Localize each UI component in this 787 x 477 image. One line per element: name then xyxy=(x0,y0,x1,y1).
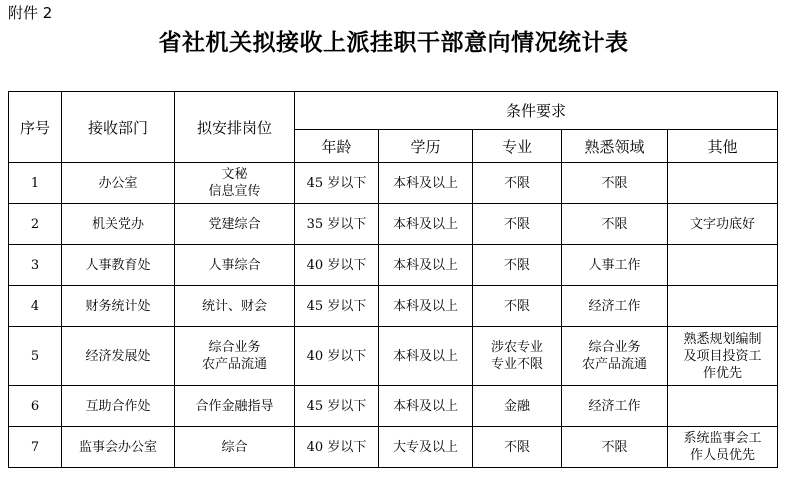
cell-major: 不限 xyxy=(473,245,562,286)
table-row xyxy=(9,163,778,204)
cell-post: 综合 xyxy=(175,427,295,468)
attachment-label: 附件 2 xyxy=(8,4,53,22)
cell-post: 综合业务 农产品流通 xyxy=(175,327,295,386)
table-row xyxy=(9,204,778,245)
cell-seq: 2 xyxy=(9,204,62,245)
header-education: 学历 xyxy=(379,130,473,163)
cell-major: 涉农专业 专业不限 xyxy=(473,327,562,386)
cell-education: 本科及以上 xyxy=(379,386,473,427)
table-row xyxy=(9,327,778,386)
cell-field: 经济工作 xyxy=(562,386,668,427)
cell-seq: 5 xyxy=(9,327,62,386)
cell-dept: 互助合作处 xyxy=(62,386,175,427)
cell-dept: 财务统计处 xyxy=(62,286,175,327)
cell-seq: 1 xyxy=(9,163,62,204)
cell-education: 本科及以上 xyxy=(379,245,473,286)
cell-dept: 机关党办 xyxy=(62,204,175,245)
cell-dept: 经济发展处 xyxy=(62,327,175,386)
cell-age: 40 岁以下 xyxy=(295,245,379,286)
header-post: 拟安排岗位 xyxy=(175,92,295,163)
header-field: 熟悉领域 xyxy=(562,130,668,163)
cell-field: 经济工作 xyxy=(562,286,668,327)
cell-major: 不限 xyxy=(473,163,562,204)
cell-seq: 7 xyxy=(9,427,62,468)
cell-other: 熟悉规划编制 及项目投资工 作优先 xyxy=(668,327,778,386)
cell-seq: 4 xyxy=(9,286,62,327)
cell-other xyxy=(668,163,778,204)
table-row xyxy=(9,386,778,427)
cell-age: 35 岁以下 xyxy=(295,204,379,245)
cell-education: 本科及以上 xyxy=(379,286,473,327)
cell-field: 人事工作 xyxy=(562,245,668,286)
cell-age: 45 岁以下 xyxy=(295,286,379,327)
table-row xyxy=(9,427,778,468)
cell-major: 不限 xyxy=(473,286,562,327)
cell-post: 人事综合 xyxy=(175,245,295,286)
cell-other: 系统监事会工 作人员优先 xyxy=(668,427,778,468)
cell-age: 45 岁以下 xyxy=(295,163,379,204)
header-seq: 序号 xyxy=(9,92,62,163)
header-dept: 接收部门 xyxy=(62,92,175,163)
cell-other xyxy=(668,286,778,327)
cell-dept: 办公室 xyxy=(62,163,175,204)
cell-other xyxy=(668,245,778,286)
cell-age: 45 岁以下 xyxy=(295,386,379,427)
cell-seq: 3 xyxy=(9,245,62,286)
statistics-table xyxy=(8,91,778,468)
cell-age: 40 岁以下 xyxy=(295,327,379,386)
cell-education: 本科及以上 xyxy=(379,163,473,204)
cell-education: 本科及以上 xyxy=(379,327,473,386)
cell-education: 大专及以上 xyxy=(379,427,473,468)
cell-field: 不限 xyxy=(562,204,668,245)
header-major: 专业 xyxy=(473,130,562,163)
header-conditions: 条件要求 xyxy=(295,92,778,130)
cell-dept: 监事会办公室 xyxy=(62,427,175,468)
cell-seq: 6 xyxy=(9,386,62,427)
cell-field: 不限 xyxy=(562,163,668,204)
cell-education: 本科及以上 xyxy=(379,204,473,245)
table-row xyxy=(9,286,778,327)
header-row-top xyxy=(9,92,778,130)
cell-post: 文秘 信息宣传 xyxy=(175,163,295,204)
cell-major: 不限 xyxy=(473,204,562,245)
cell-field: 不限 xyxy=(562,427,668,468)
page-title: 省社机关拟接收上派挂职干部意向情况统计表 xyxy=(158,30,629,56)
cell-other xyxy=(668,386,778,427)
header-age: 年龄 xyxy=(295,130,379,163)
cell-post: 合作金融指导 xyxy=(175,386,295,427)
cell-post: 党建综合 xyxy=(175,204,295,245)
table-row xyxy=(9,245,778,286)
cell-post: 统计、财会 xyxy=(175,286,295,327)
cell-age: 40 岁以下 xyxy=(295,427,379,468)
cell-major: 不限 xyxy=(473,427,562,468)
cell-field: 综合业务 农产品流通 xyxy=(562,327,668,386)
cell-dept: 人事教育处 xyxy=(62,245,175,286)
header-other: 其他 xyxy=(668,130,778,163)
cell-other: 文字功底好 xyxy=(668,204,778,245)
cell-major: 金融 xyxy=(473,386,562,427)
